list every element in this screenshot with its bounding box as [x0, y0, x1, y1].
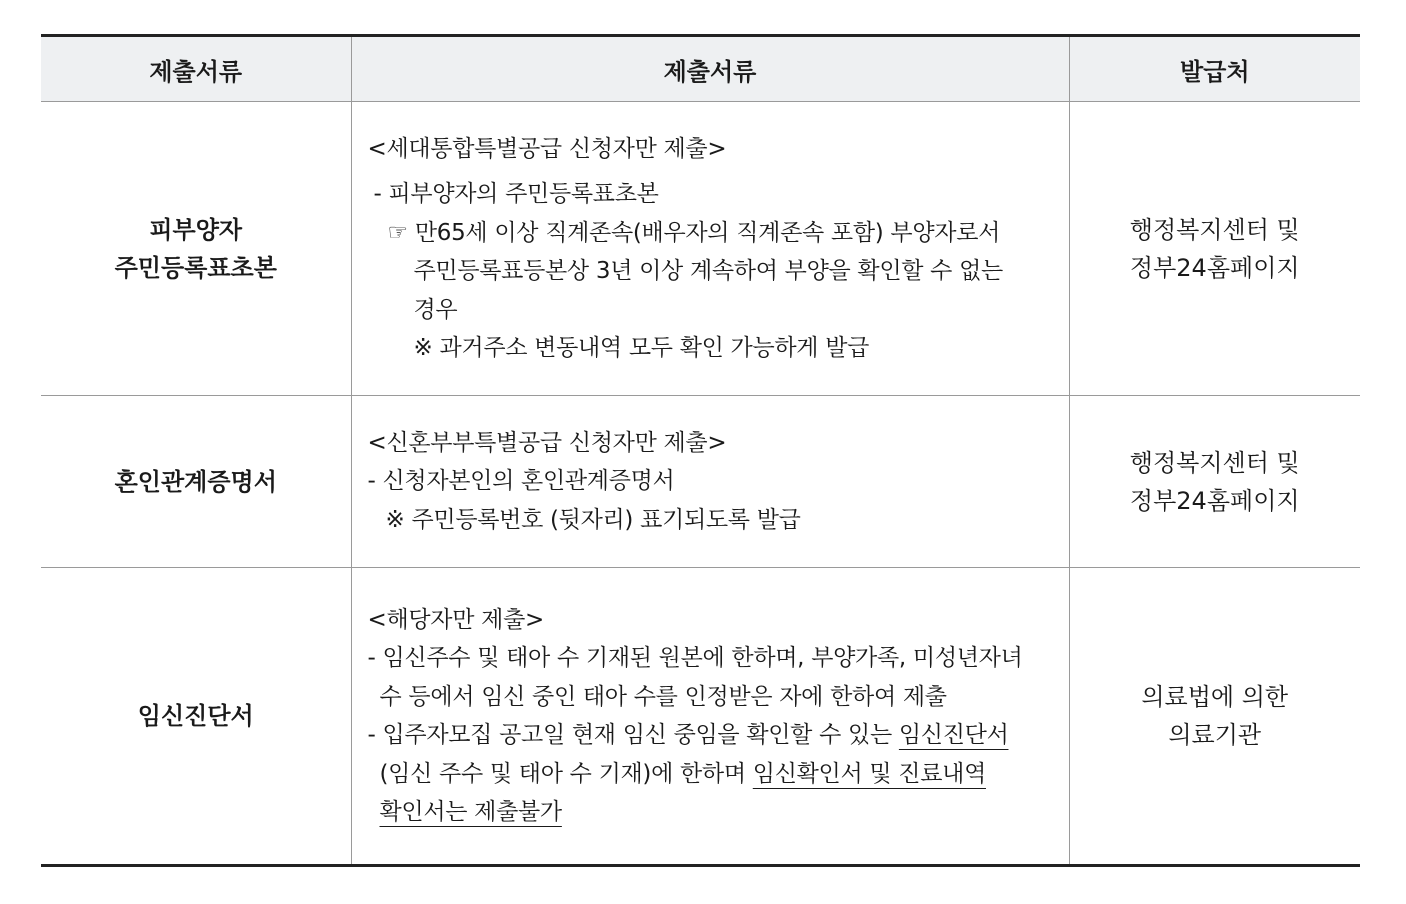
- underlined-text: 임신진단서: [898, 722, 1009, 748]
- requirement-note: [368, 214, 1055, 253]
- requirements-cell: [351, 568, 1069, 866]
- requirement-scope: <세대통합특별공급 신청자만 제출>: [367, 135, 727, 162]
- pointing-hand-icon: ☞: [387, 219, 408, 246]
- issuer-cell: [1069, 102, 1360, 396]
- requirement-scope: <신혼부부특별공급 신청자만 제출>: [367, 429, 727, 456]
- requirement-text: - 입주자모집 공고일 현재 임신 중임을 확인할 수 있는: [367, 722, 899, 748]
- requirement-scope: <해당자만 제출>: [367, 606, 544, 633]
- document-name-cell: [41, 102, 351, 396]
- table-row: [41, 102, 1360, 396]
- issuer-line: 행정복지센터 및: [1129, 448, 1300, 477]
- document-name-line: 주민등록표초본: [114, 253, 277, 282]
- header-document: 제출서류: [41, 36, 351, 102]
- note-text: 만65세 이상 직계존속(배우자의 직계존속 포함) 부양자로서: [414, 219, 1001, 246]
- header-issuer: 발급처: [1069, 36, 1360, 102]
- requirements-cell: [351, 102, 1069, 396]
- issuer-cell: [1069, 396, 1360, 568]
- requirement-remark: ※ 과거주소 변동내역 모두 확인 가능하게 발급: [413, 335, 870, 361]
- issuer-line: 의료기관: [1168, 721, 1262, 749]
- table-header-row: [41, 36, 1360, 102]
- required-documents-table: [41, 34, 1360, 867]
- document-name-cell: [41, 568, 351, 866]
- requirement-item: - 신청자본인의 혼인관계증명서: [367, 468, 675, 495]
- table-row: [41, 396, 1360, 568]
- header-requirements: 제출서류: [351, 36, 1069, 102]
- document-name-cell: [41, 396, 351, 568]
- requirement-item: [368, 755, 1055, 794]
- requirement-item: - 피부양자의 주민등록표초본: [373, 181, 659, 207]
- issuer-line: 정부24홈페이지: [1129, 486, 1300, 515]
- underlined-text: 확인서는 제출불가: [379, 799, 562, 825]
- issuer-line: 행정복지센터 및: [1129, 215, 1300, 244]
- requirement-item: [368, 793, 1055, 832]
- requirement-item: 수 등에서 임신 중인 태아 수를 인정받은 자에 한하여 제출: [379, 683, 947, 710]
- note-text: 경우: [413, 296, 458, 323]
- document-name-line: 혼인관계증명서: [114, 467, 277, 496]
- table-row: [41, 568, 1360, 866]
- requirement-item: [368, 716, 1055, 755]
- underlined-text: 임신확인서 및 진료내역: [752, 760, 986, 787]
- issuer-line: 정부24홈페이지: [1129, 253, 1300, 282]
- issuer-line: 의료법에 의한: [1141, 683, 1289, 711]
- issuer-cell: [1069, 568, 1360, 866]
- document-name-line: 임신진단서: [137, 702, 254, 730]
- requirements-cell: [351, 396, 1069, 568]
- requirement-item: - 임신주수 및 태아 수 기재된 원본에 한하며, 부양가족, 미성년자녀: [367, 645, 1023, 671]
- requirement-remark: ※ 주민등록번호 (뒷자리) 표기되도록 발급: [385, 506, 801, 533]
- requirement-text: (임신 주수 및 태아 수 기재)에 한하며: [379, 760, 753, 787]
- document-name-line: 피부양자: [149, 215, 243, 244]
- note-text: 주민등록표등본상 3년 이상 계속하여 부양을 확인할 수 없는: [413, 258, 1003, 284]
